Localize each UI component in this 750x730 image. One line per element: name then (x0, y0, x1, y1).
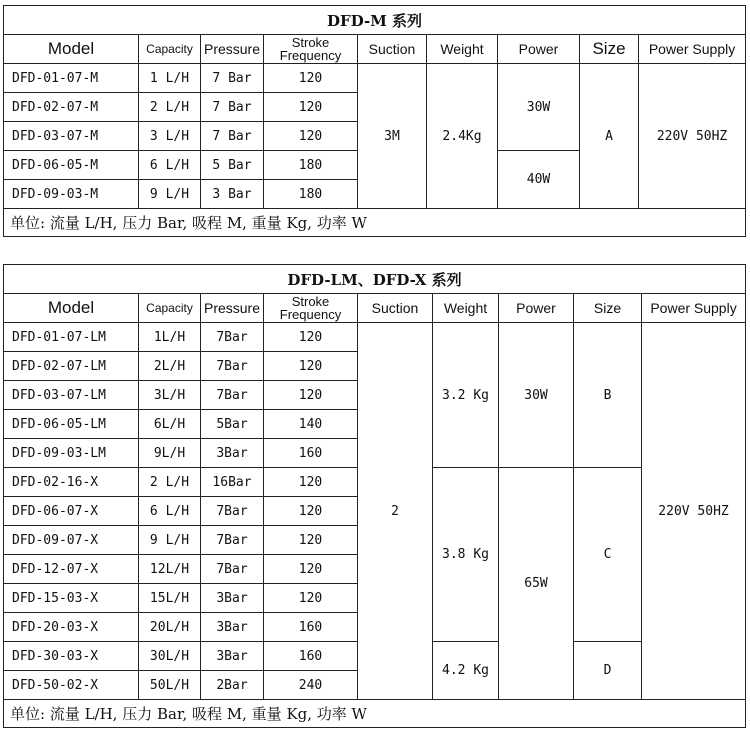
stroke-cell: 120 (264, 555, 358, 584)
size-cell: C (574, 468, 642, 642)
model-cell: DFD-06-07-X (4, 497, 139, 526)
stroke-cell: 120 (264, 93, 358, 122)
pressure-cell: 7Bar (201, 381, 264, 410)
dfd-lm-x-spec-table (3, 264, 746, 728)
table-title: DFD-M 系列 (4, 6, 746, 35)
table-row (4, 323, 746, 352)
weight-cell: 3.8 Kg (433, 468, 499, 642)
model-cell: DFD-09-03-LM (4, 439, 139, 468)
suction-cell: 2 (358, 323, 433, 700)
model-cell: DFD-01-07-LM (4, 323, 139, 352)
model-cell: DFD-03-07-LM (4, 381, 139, 410)
header-capacity: Capacity (139, 35, 201, 64)
pressure-cell: 7 Bar (201, 122, 264, 151)
pressure-cell: 7Bar (201, 352, 264, 381)
capacity-cell: 2 L/H (139, 468, 201, 497)
pressure-cell: 3Bar (201, 439, 264, 468)
header-weight: Weight (433, 294, 499, 323)
table-row (4, 64, 746, 93)
pressure-cell: 7Bar (201, 323, 264, 352)
stroke-cell: 120 (264, 352, 358, 381)
weight-cell: 4.2 Kg (433, 642, 499, 700)
stroke-cell: 120 (264, 381, 358, 410)
capacity-cell: 1 L/H (139, 64, 201, 93)
header-power-supply: Power Supply (639, 35, 746, 64)
capacity-cell: 30L/H (139, 642, 201, 671)
capacity-cell: 12L/H (139, 555, 201, 584)
model-cell: DFD-06-05-M (4, 151, 139, 180)
capacity-cell: 9 L/H (139, 180, 201, 209)
pressure-cell: 7Bar (201, 526, 264, 555)
header-size: Size (574, 294, 642, 323)
capacity-cell: 6 L/H (139, 497, 201, 526)
pressure-cell: 5 Bar (201, 151, 264, 180)
header-weight: Weight (427, 35, 498, 64)
header-suction: Suction (358, 294, 433, 323)
capacity-cell: 20L/H (139, 613, 201, 642)
stroke-cell: 160 (264, 613, 358, 642)
units-footer: 单位: 流量 L/H, 压力 Bar, 吸程 M, 重量 Kg, 功率 W (4, 700, 746, 728)
size-cell: D (574, 642, 642, 700)
pressure-cell: 7Bar (201, 497, 264, 526)
header-size: Size (580, 35, 639, 64)
stroke-cell: 120 (264, 323, 358, 352)
power-cell: 30W (499, 323, 574, 468)
pressure-cell: 3Bar (201, 584, 264, 613)
capacity-cell: 9 L/H (139, 526, 201, 555)
capacity-cell: 2 L/H (139, 93, 201, 122)
capacity-cell: 9L/H (139, 439, 201, 468)
model-cell: DFD-20-03-X (4, 613, 139, 642)
model-cell: DFD-09-07-X (4, 526, 139, 555)
pressure-cell: 7 Bar (201, 64, 264, 93)
pressure-cell: 7Bar (201, 555, 264, 584)
capacity-cell: 3 L/H (139, 122, 201, 151)
power-supply-cell: 220V 50HZ (642, 323, 746, 700)
model-cell: DFD-12-07-X (4, 555, 139, 584)
header-pressure: Pressure (201, 35, 264, 64)
stroke-cell: 120 (264, 526, 358, 555)
stroke-cell: 240 (264, 671, 358, 700)
pressure-cell: 16Bar (201, 468, 264, 497)
units-footer: 单位: 流量 L/H, 压力 Bar, 吸程 M, 重量 Kg, 功率 W (4, 209, 746, 237)
model-cell: DFD-09-03-M (4, 180, 139, 209)
header-power-supply: Power Supply (642, 294, 746, 323)
capacity-cell: 3L/H (139, 381, 201, 410)
capacity-cell: 6 L/H (139, 151, 201, 180)
dfd-m-spec-table (3, 5, 746, 237)
pressure-cell: 3Bar (201, 642, 264, 671)
stroke-cell: 140 (264, 410, 358, 439)
capacity-cell: 2L/H (139, 352, 201, 381)
stroke-cell: 180 (264, 151, 358, 180)
model-cell: DFD-15-03-X (4, 584, 139, 613)
capacity-cell: 50L/H (139, 671, 201, 700)
power-cell: 40W (498, 151, 580, 209)
header-power: Power (499, 294, 574, 323)
capacity-cell: 1L/H (139, 323, 201, 352)
stroke-cell: 120 (264, 122, 358, 151)
header-pressure: Pressure (201, 294, 264, 323)
size-cell: B (574, 323, 642, 468)
model-cell: DFD-02-07-LM (4, 352, 139, 381)
model-cell: DFD-50-02-X (4, 671, 139, 700)
model-cell: DFD-02-16-X (4, 468, 139, 497)
header-stroke-frequency: Stroke Frequency (264, 35, 358, 64)
weight-cell: 3.2 Kg (433, 323, 499, 468)
stroke-cell: 120 (264, 584, 358, 613)
pressure-cell: 2Bar (201, 671, 264, 700)
stroke-cell: 120 (264, 64, 358, 93)
header-model: Model (4, 294, 139, 323)
header-suction: Suction (358, 35, 427, 64)
power-cell: 65W (499, 468, 574, 700)
capacity-cell: 6L/H (139, 410, 201, 439)
model-cell: DFD-06-05-LM (4, 410, 139, 439)
size-cell: A (580, 64, 639, 209)
header-stroke-frequency: Stroke Frequency (264, 294, 358, 323)
suction-cell: 3M (358, 64, 427, 209)
pressure-cell: 7 Bar (201, 93, 264, 122)
model-cell: DFD-03-07-M (4, 122, 139, 151)
stroke-cell: 160 (264, 642, 358, 671)
header-model: Model (4, 35, 139, 64)
power-cell: 30W (498, 64, 580, 151)
model-cell: DFD-30-03-X (4, 642, 139, 671)
header-power: Power (498, 35, 580, 64)
pressure-cell: 5Bar (201, 410, 264, 439)
stroke-cell: 120 (264, 468, 358, 497)
header-capacity: Capacity (139, 294, 201, 323)
pressure-cell: 3 Bar (201, 180, 264, 209)
capacity-cell: 15L/H (139, 584, 201, 613)
power-supply-cell: 220V 50HZ (639, 64, 746, 209)
weight-cell: 2.4Kg (427, 64, 498, 209)
stroke-cell: 120 (264, 497, 358, 526)
pressure-cell: 3Bar (201, 613, 264, 642)
table-title: DFD-LM、DFD-X 系列 (4, 265, 746, 294)
model-cell: DFD-02-07-M (4, 93, 139, 122)
stroke-cell: 160 (264, 439, 358, 468)
stroke-cell: 180 (264, 180, 358, 209)
model-cell: DFD-01-07-M (4, 64, 139, 93)
